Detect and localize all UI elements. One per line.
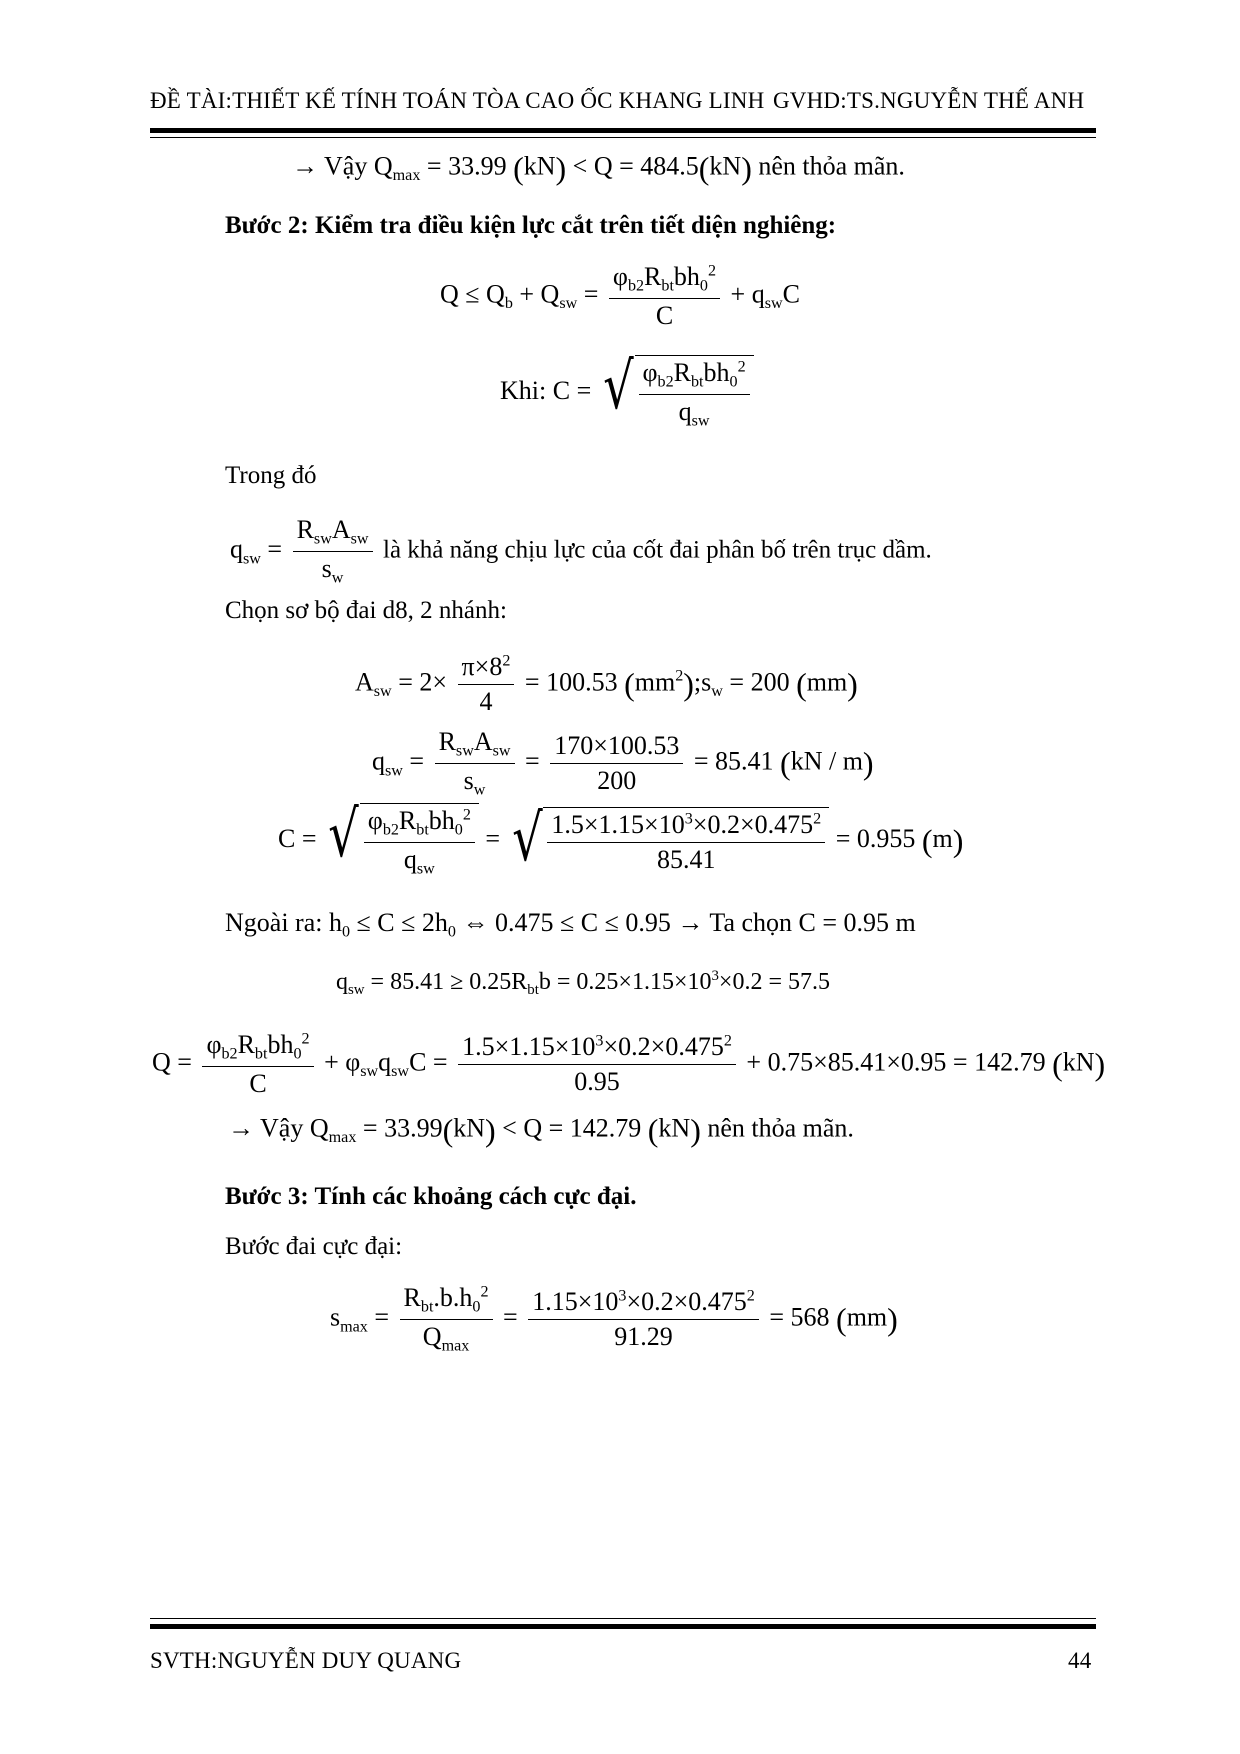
formula-qsw-definition: $q_{sw}$ = $\frac{R_{sw}A_{sw}}{s_w}$ là khả năng chịu lực của cốt đai phân bố trên trục dầm.	[230, 515, 932, 587]
formula-c-calc: C = √ $\frac{\varphi_{b2}R_{bt}bh_0^2}{q_{sw}}$ = √ $\frac{1.5\times 1.15\times 10^3\times 0.2\times 0.475^2}{85.41}$ = 0.955 (m)	[278, 798, 964, 878]
header-rule-thin	[150, 137, 1096, 138]
footer-left: SVTH:NGUYỄN DUY QUANG	[150, 1648, 462, 1673]
step3-heading: Bước 3: Tính các khoảng cách cực đại.	[225, 1183, 637, 1210]
trong-do-label: Trong đó	[225, 462, 317, 489]
buoc-dai-label: Bước đai cực đại:	[225, 1233, 403, 1260]
formula-q-calc: Q = $\frac{\varphi_{b2}R_{bt}bh_0^2}{C}$ + $\varphi_{sw}q_{sw}C$ = $\frac{1.5\times 1.15\times 10^3\times 0.2\times 0.475^2}{0.95}$ + 0.75×85.41×0.95 = 142.79 (kN)	[152, 1030, 1106, 1099]
footer-rule-thin	[150, 1618, 1096, 1619]
formula-c-definition: Khi: C = √ $\frac{\varphi_{b2}R_{bt}bh_0^2}{q_{sw}}$	[500, 355, 754, 431]
header-rule-thick	[150, 128, 1096, 133]
conclusion-line-1: → Vậy $Q_{max} = 33.99$ (kN) < Q = 484.5(kN) nên thỏa mãn.	[292, 150, 905, 186]
page-number: 44	[1068, 1648, 1092, 1673]
qsw-check-line: $q_{sw} = 85.41 \ge 0.25R_{bt}b = 0.25\times 1.15\times 10^3\times 0.2 = 57.5$	[336, 968, 831, 999]
header-right: GVHD:TS.NGUYỄN THẾ ANH	[773, 88, 1085, 113]
conclusion-line-2: → Vậy $Q_{max} = 33.99(kN) < Q = 142.79$ (kN) nên thỏa mãn.	[228, 1112, 854, 1148]
chon-so-bo-text: Chọn sơ bộ đai d8, 2 nhánh:	[225, 597, 507, 624]
footer-rule-thick	[150, 1624, 1096, 1629]
header-left: ĐỀ TÀI:THIẾT KẾ TÍNH TOÁN TÒA CAO ỐC KHANG LINH	[150, 88, 765, 113]
formula-shear-condition: $Q \le Q_b + Q_{sw}$ = $\frac{\varphi_{b2}R_{bt}bh_0^2}{C}$ + $q_{sw}C$	[440, 262, 800, 331]
ngoai-ra-line: Ngoài ra: $h_0 \le C \le 2h_0$ ⇔ 0.475 ≤ C ≤ 0.95 → Ta chọn C = 0.95 m	[225, 908, 916, 941]
formula-asw-calc: $A_{sw} = 2\times$ $\frac{\pi\times 8^2}{4}$ = 100.53 $(mm^2);s_w = 200$ (mm)	[355, 652, 858, 716]
formula-qsw-calc: $q_{sw}$ = $\frac{R_{sw}A_{sw}}{s_w}$ = $\frac{170\times 100.53}{200}$ = 85.41 (kN / m)	[372, 727, 874, 799]
step2-heading: Bước 2: Kiểm tra điều kiện lực cắt trên tiết diện nghiêng:	[225, 212, 837, 239]
formula-smax: $s_{max}$ = $\frac{R_{bt}.b.h_0^2}{Q_{max}}$ = $\frac{1.15\times 10^3\times 0.2\times 0.475^2}{91.29}$ = 568 (mm)	[330, 1283, 898, 1355]
